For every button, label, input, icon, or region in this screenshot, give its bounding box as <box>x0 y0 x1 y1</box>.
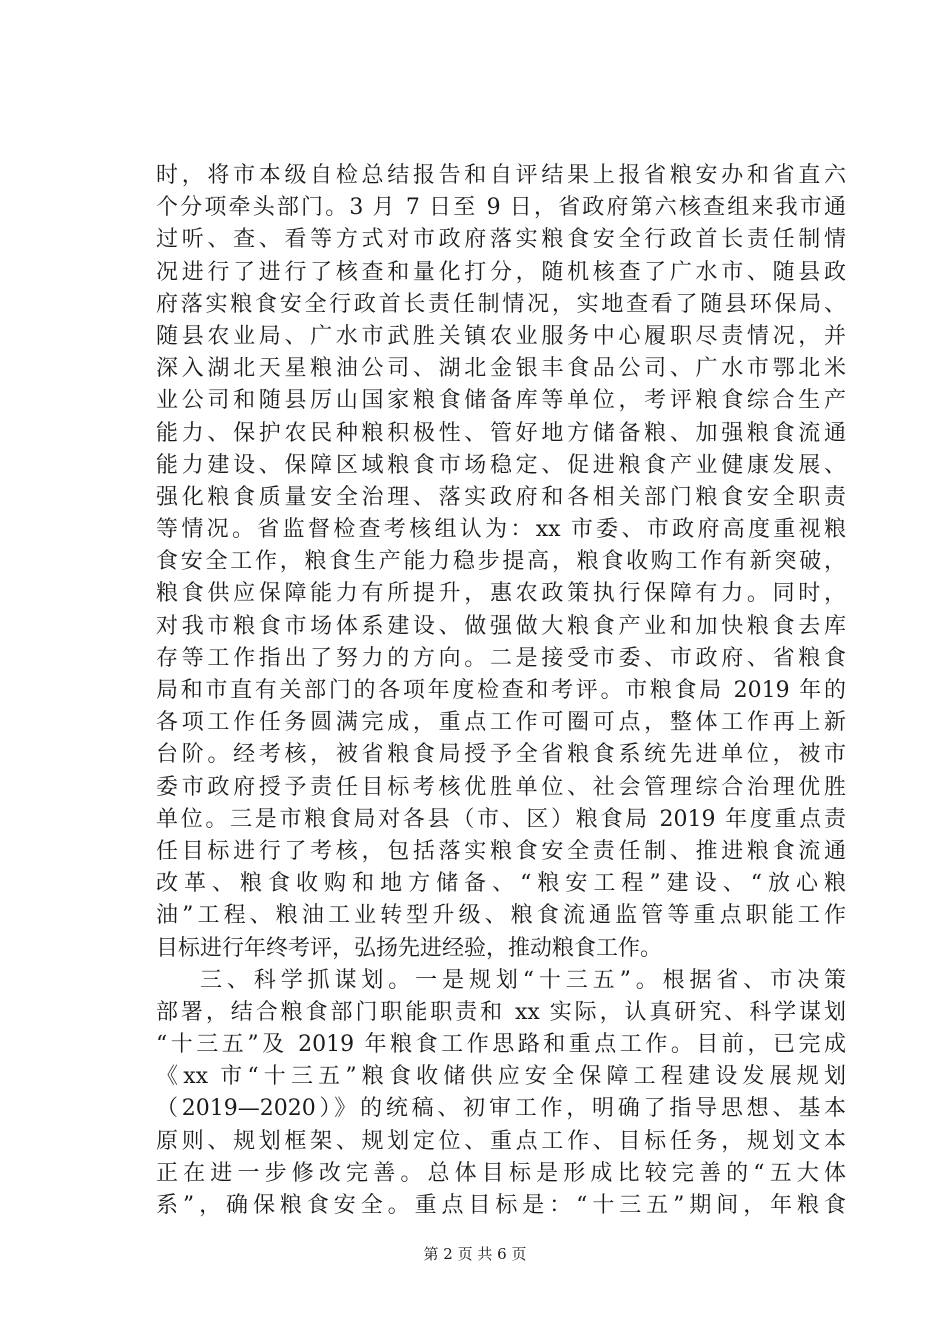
page-number-footer: 第 2 页 共 6 页 <box>423 1245 527 1263</box>
text-line: 《xx 市“十三五”粮食收储供应安全保障工程建设发展规划 <box>156 1064 846 1090</box>
text-line: 深入湖北天星粮油公司、湖北金银丰食品公司、广水市鄂北米 <box>156 356 846 382</box>
text-line: 能力、保护农民种粮积极性、管好地方储备粮、加强粮食流通 <box>156 420 846 446</box>
text-line: 目标进行年终考评，弘扬先进经验，推动粮食工作。 <box>156 935 663 961</box>
text-line: 况进行了进行了核查和量化打分，随机核查了广水市、随县政 <box>156 259 846 285</box>
text-line: 各项工作任务圆满完成，重点工作可圈可点，整体工作再上新 <box>156 710 846 736</box>
text-line: 改革、粮食收购和地方储备、“粮安工程”建设、“放心粮 <box>156 871 846 897</box>
text-line: 系”，确保粮食安全。重点目标是：“十三五”期间，年粮食 <box>156 1193 846 1218</box>
text-line: 粮食供应保障能力有所提升，惠农政策执行保障有力。同时， <box>156 581 846 607</box>
body-text <box>156 160 846 1222</box>
paragraph-start-line: 三、科学抓谋划。一是规划“十三五”。根据省、市决策 <box>200 967 846 993</box>
text-line: 原则、规划框架、规划定位、重点工作、目标任务，规划文本 <box>156 1128 846 1154</box>
text-line: 局和市直有关部门的各项年度检查和考评。市粮食局 2019 年的 <box>156 678 846 703</box>
text-line: 过听、查、看等方式对市政府落实粮食安全行政首长责任制情 <box>156 227 846 253</box>
text-line: 任目标进行了考核，包括落实粮食安全责任制、推进粮食流通 <box>156 838 846 864</box>
text-line: 对我市粮食市场体系建设、做强做大粮食产业和加快粮食去库 <box>156 613 846 639</box>
text-line: 正在进一步修改完善。总体目标是形成比较完善的“五大体 <box>156 1160 846 1186</box>
text-line: 时，将市本级自检总结报告和自评结果上报省粮安办和省直六 <box>156 163 846 188</box>
text-line: 强化粮食质量安全治理、落实政府和各相关部门粮食安全职责 <box>156 484 846 510</box>
text-line: 单位。三是市粮食局对各县（市、区）粮食局 2019 年度重点责 <box>156 806 846 832</box>
text-line: 台阶。经考核，被省粮食局授予全省粮食系统先进单位，被市 <box>156 742 846 768</box>
text-line: 食安全工作，粮食生产能力稳步提高，粮食收购工作有新突破， <box>156 549 846 575</box>
text-line: 府落实粮食安全行政首长责任制情况，实地查看了随县环保局、 <box>156 291 846 317</box>
text-line: 等情况。省监督检查考核组认为：xx 市委、市政府高度重视粮 <box>156 517 846 543</box>
text-line: 油”工程、粮油工业转型升级、粮食流通监管等重点职能工作 <box>156 903 846 929</box>
text-line: 个分项牵头部门。3 月 7 日至 9 日，省政府第六核查组来我市通 <box>156 195 846 221</box>
text-line: 能力建设、保障区域粮食市场稳定、促进粮食产业健康发展、 <box>156 452 846 478</box>
text-line: 部署，结合粮食部门职能职责和 xx 实际，认真研究、科学谋划 <box>156 999 846 1025</box>
text-line: 业公司和随县厉山国家粮食储备库等单位，考评粮食综合生产 <box>156 388 846 414</box>
text-line: 委市政府授予责任目标考核优胜单位、社会管理综合治理优胜 <box>156 774 846 800</box>
text-line: 随县农业局、广水市武胜关镇农业服务中心履职尽责情况，并 <box>156 323 846 349</box>
text-line: 存等工作指出了努力的方向。二是接受市委、市政府、省粮食 <box>156 645 846 671</box>
text-line: （2019—2020）》的统稿、初审工作，明确了指导思想、基本 <box>156 1096 846 1122</box>
text-line: “十三五”及 2019 年粮食工作思路和重点工作。目前，已完成 <box>156 1032 846 1058</box>
